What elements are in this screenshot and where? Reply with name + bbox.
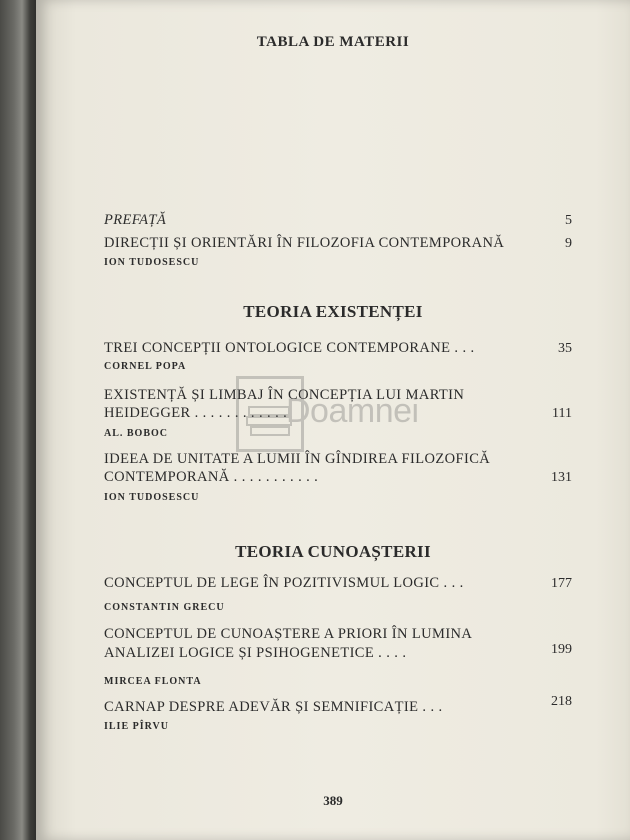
entry-page-preface: 5: [565, 213, 572, 228]
entry-title: CONCEPTUL DE CUNOAȘTERE A PRIORI ÎN LUMINA: [104, 626, 473, 642]
section-title-knowledge: TEORIA CUNOAȘTERII: [235, 542, 431, 561]
page-title: TABLA DE MATERII: [256, 34, 410, 50]
entry-page: 35: [558, 341, 572, 356]
entry-title: TREI CONCEPȚII ONTOLOGICE CONTEMPORANE . . .: [104, 340, 475, 356]
entry-author: ILIE PÎRVU: [104, 721, 169, 732]
section-title-existence: TEORIA EXISTENȚEI: [243, 302, 423, 321]
entry-title-continued: CONTEMPORANĂ . . . . . . . . . . .: [104, 469, 319, 485]
entry-title-continued: HEIDEGGER . . . . . . . . . . . .: [104, 405, 288, 421]
entry-title: CONCEPTUL DE LEGE ÎN POZITIVISMUL LOGIC . . .: [104, 575, 464, 591]
entry-author: ION TUDOSESCU: [104, 492, 200, 503]
entry-page: 177: [551, 576, 572, 591]
entry-title-preface: PREFAȚĂ: [104, 212, 167, 228]
entry-page: 111: [552, 406, 572, 421]
entry-author: CONSTANTIN GRECU: [104, 602, 225, 613]
entry-author: AL. BOBOC: [104, 428, 169, 439]
entry-page: 9: [565, 236, 572, 251]
entry-title: CARNAP DESPRE ADEVĂR ȘI SEMNIFICAȚIE . . .: [104, 699, 443, 715]
watermark-text: Doamnei: [286, 392, 419, 430]
entry-title: EXISTENȚĂ ȘI LIMBAJ ÎN CONCEPȚIA LUI MARTIN: [104, 387, 465, 403]
entry-page: 218: [551, 694, 572, 709]
entry-page: 131: [551, 470, 572, 485]
entry-title: IDEEA DE UNITATE A LUMII ÎN GÎNDIREA FILOZOFICĂ: [104, 451, 491, 467]
book-page: [36, 0, 630, 840]
entry-title: DIRECȚII ȘI ORIENTĂRI ÎN FILOZOFIA CONTEMPORANĂ: [104, 235, 505, 251]
entry-page: 199: [551, 642, 572, 657]
page-number: 389: [323, 793, 343, 808]
entry-author: MIRCEA FLONTA: [104, 676, 202, 687]
entry-author: ION TUDOSESCU: [104, 257, 200, 268]
entry-author: CORNEL POPA: [104, 361, 187, 372]
watermark: [236, 376, 426, 446]
entry-title-continued: ANALIZEI LOGICE ȘI PSIHOGENETICE . . . .: [104, 645, 407, 661]
